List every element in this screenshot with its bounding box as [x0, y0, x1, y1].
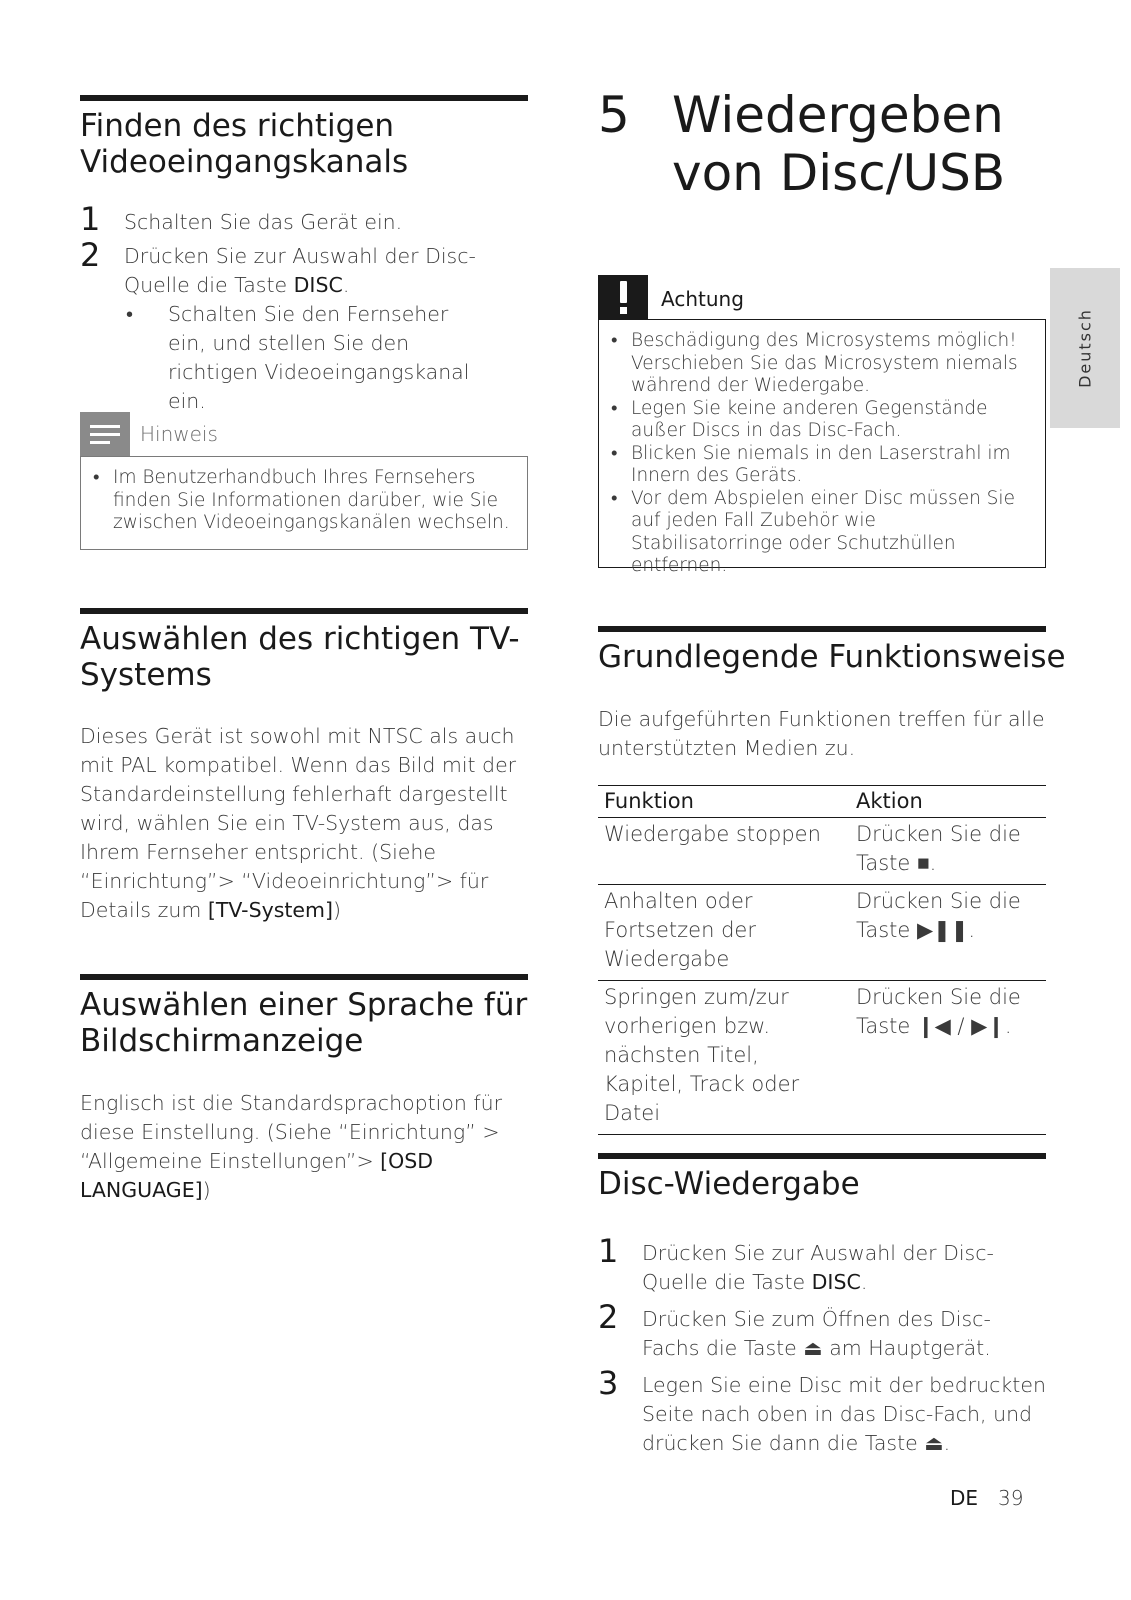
key-osd-language: [OSD LANGUAGE] [80, 1149, 434, 1202]
caution-item: • Blicken Sie niemals in den Laserstrahl im Innern des Geräts. [607, 443, 1031, 488]
bullet-dot: • [126, 302, 134, 326]
caution-item: • Legen Sie keine anderen Gegenstände außer Discs in das Disc-Fach. [607, 398, 1031, 443]
caution-item: • Beschädigung des Microsystems möglich! Verschieben Sie das Microsystem niemals während der Wiedergabe. [607, 330, 1031, 398]
table-header-row [598, 786, 1046, 818]
page-number: 39 [998, 1486, 1024, 1510]
section-title-basic-operation: Grundlegende Funktionsweise [598, 639, 1066, 675]
tv-system-body: Dieses Gerät ist sowohl mit NTSC als auch mit PAL kompatibel. Wenn das Bild mit der Standardeinstellung fehlerhaft dargestellt wird, wählen Sie ein TV-System aus, das Ihrem Fernseher entspricht. (Siehe “Einrichtung”> “Videoeinrichtung”> für Details zum [TV-System]) [80, 724, 517, 922]
cell-function: Springen zum/zur vorherigen bzw. nächsten Titel, Kapitel, Track oder Datei [598, 981, 850, 1135]
table-row [598, 818, 1046, 885]
step-number: 3 [598, 1364, 619, 1402]
caution-label: Achtung [661, 287, 744, 311]
step-number: 2 [80, 236, 101, 274]
section-rule [80, 974, 528, 980]
function-table [598, 785, 1046, 1135]
chapter-title: Wiedergeben von Disc/USB [672, 86, 1006, 202]
side-tab-label: Deutsch [1075, 308, 1095, 388]
step-text: Legen Sie eine Disc mit der bedruckten Seite nach oben in das Disc-Fach, und drücken Sie dann die Taste ⏏. [642, 1373, 1046, 1455]
cell-action: Drücken Sie die Taste ■. [850, 818, 1046, 885]
bullet-text: Schalten Sie den Fernseher ein, und stellen Sie den richtigen Videoeingangskanal ein. [168, 302, 470, 413]
step-text: Drücken Sie zur Auswahl der Disc-Quelle die Taste DISC. [124, 244, 476, 297]
header-function: Funktion [598, 786, 850, 818]
note-label: Hinweis [140, 422, 218, 446]
note-box [80, 456, 528, 550]
basic-intro: Die aufgeführten Funktionen treffen für alle unterstützten Medien zu. [598, 707, 1045, 760]
table-row [598, 885, 1046, 981]
page-footer [950, 1486, 1024, 1510]
section-title-disc-playback: Disc-Wiedergabe [598, 1166, 860, 1202]
note-icon [80, 412, 130, 456]
section-rule [80, 95, 528, 101]
step-number: 2 [598, 1298, 619, 1336]
caution-icon [598, 275, 648, 319]
cell-function: Anhalten oder Fortsetzen der Wiedergabe [598, 885, 850, 981]
step-text: Drücken Sie zur Auswahl der Disc-Quelle die Taste DISC. [642, 1241, 994, 1294]
section-title-osd-language: Auswählen einer Sprache für Bildschirmanzeige [80, 987, 528, 1059]
osd-language-body: Englisch ist die Standardsprachoption für diese Einstellung. (Siehe “Einrichtung” > “Allgemeine Einstellungen”> [OSD LANGUAGE]) [80, 1091, 503, 1202]
key-tv-system: [TV-System] [207, 898, 334, 922]
section-title-video-channel: Finden des richtigen Videoeingangskanals [80, 108, 409, 180]
key-disc: DISC [293, 273, 343, 297]
step-text: Drücken Sie zum Öffnen des Disc-Fachs die Taste ⏏ am Hauptgerät. [642, 1307, 991, 1360]
section-title-tv-system: Auswählen des richtigen TV-Systems [80, 621, 520, 693]
step-text: Schalten Sie das Gerät ein. [124, 210, 403, 234]
step-number: 1 [80, 200, 101, 238]
footer-language: DE [950, 1486, 979, 1510]
cell-function: Wiedergabe stoppen [598, 818, 850, 885]
note-item: • Im Benutzerhandbuch Ihres Fernsehers finden Sie Informationen darüber, wie Sie zwischen Videoeingangskanälen wechseln. [89, 467, 515, 535]
chapter-number: 5 [598, 86, 630, 144]
caution-box [598, 319, 1046, 576]
table-row [598, 981, 1046, 1135]
section-rule [80, 608, 528, 614]
header-action: Aktion [850, 786, 1046, 818]
language-side-tab [1050, 268, 1120, 428]
cell-action: Drücken Sie die Taste ❙◀ / ▶❙. [850, 981, 1046, 1135]
cell-action: Drücken Sie die Taste ▶❚❚. [850, 885, 1046, 981]
caution-item: • Vor dem Abspielen einer Disc müssen Sie auf jeden Fall Zubehör wie Stabilisatorringe oder Schutzhüllen entfernen. [607, 488, 1031, 578]
section-rule [598, 1153, 1046, 1159]
section-rule [598, 626, 1046, 632]
step-number: 1 [598, 1232, 619, 1270]
key-disc: DISC [811, 1270, 861, 1294]
